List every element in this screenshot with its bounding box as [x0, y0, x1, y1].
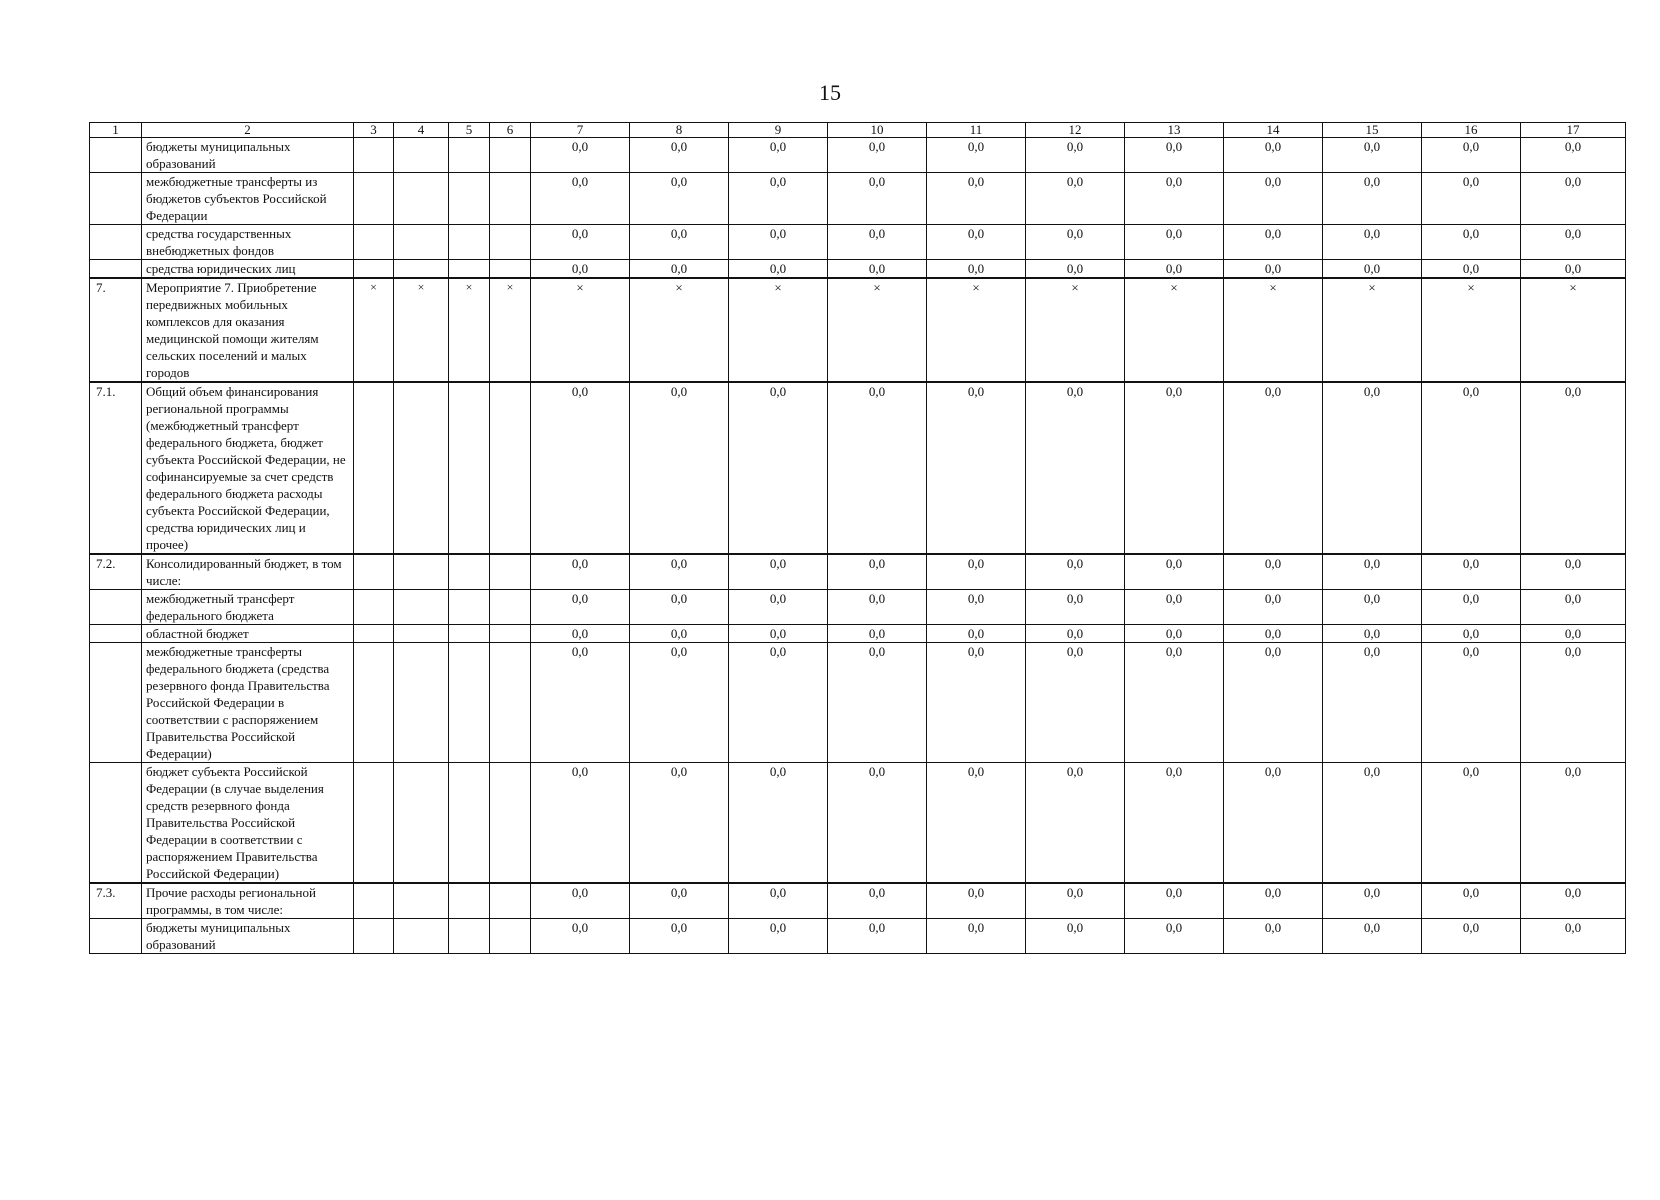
value-cell: 0,0 [1125, 643, 1224, 763]
row-index [90, 225, 142, 260]
value-cell: 0,0 [1323, 382, 1422, 554]
attribute-cell [449, 883, 490, 919]
attribute-cell [490, 382, 531, 554]
header-cell: 2 [142, 123, 354, 138]
attribute-cell [354, 382, 394, 554]
header-cell: 10 [828, 123, 927, 138]
attribute-cell [394, 763, 449, 884]
value-cell: 0,0 [1224, 138, 1323, 173]
value-cell: 0,0 [630, 260, 729, 279]
value-cell: 0,0 [531, 625, 630, 643]
value-cell: 0,0 [828, 260, 927, 279]
table-row [90, 883, 1626, 919]
value-cell: 0,0 [1026, 883, 1125, 919]
attribute-cell: × [449, 278, 490, 382]
value-cell: 0,0 [1521, 225, 1626, 260]
value-cell: 0,0 [1521, 138, 1626, 173]
value-cell: 0,0 [531, 590, 630, 625]
value-cell: 0,0 [828, 173, 927, 225]
attribute-cell [354, 173, 394, 225]
value-cell: 0,0 [1323, 625, 1422, 643]
value-cell: 0,0 [927, 173, 1026, 225]
value-cell: 0,0 [729, 590, 828, 625]
value-cell: 0,0 [531, 260, 630, 279]
header-cell: 13 [1125, 123, 1224, 138]
attribute-cell [354, 763, 394, 884]
value-cell: 0,0 [927, 625, 1026, 643]
value-cell: 0,0 [1125, 225, 1224, 260]
value-cell: 0,0 [630, 763, 729, 884]
attribute-cell [354, 643, 394, 763]
attribute-cell [394, 138, 449, 173]
value-cell: 0,0 [531, 382, 630, 554]
value-cell: 0,0 [1521, 625, 1626, 643]
row-label: Прочие расходы региональной программы, в том числе: [142, 883, 354, 919]
value-cell: × [927, 278, 1026, 382]
value-cell: 0,0 [531, 883, 630, 919]
value-cell: 0,0 [1026, 225, 1125, 260]
value-cell: 0,0 [1026, 382, 1125, 554]
attribute-cell [394, 173, 449, 225]
value-cell: 0,0 [1323, 260, 1422, 279]
value-cell: 0,0 [927, 225, 1026, 260]
value-cell: 0,0 [531, 225, 630, 260]
page-number: 15 [819, 80, 841, 105]
value-cell: 0,0 [1521, 883, 1626, 919]
value-cell: 0,0 [1125, 590, 1224, 625]
value-cell: 0,0 [1026, 625, 1125, 643]
attribute-cell [490, 260, 531, 279]
value-cell: × [1224, 278, 1323, 382]
row-index [90, 763, 142, 884]
value-cell: 0,0 [927, 382, 1026, 554]
value-cell: 0,0 [1125, 138, 1224, 173]
header-cell: 6 [490, 123, 531, 138]
table-row [90, 625, 1626, 643]
attribute-cell [394, 590, 449, 625]
value-cell: 0,0 [630, 643, 729, 763]
value-cell: 0,0 [828, 590, 927, 625]
value-cell: 0,0 [1422, 138, 1521, 173]
value-cell: 0,0 [531, 138, 630, 173]
attribute-cell: × [354, 278, 394, 382]
value-cell: 0,0 [630, 225, 729, 260]
attribute-cell: × [490, 278, 531, 382]
row-label: межбюджетные трансферты федерального бюджета (средства резервного фонда Правительства Российской Федерации в соответствии с распоряжением Правительства Российской Федерации) [142, 643, 354, 763]
value-cell: × [828, 278, 927, 382]
header-cell: 11 [927, 123, 1026, 138]
value-cell: 0,0 [1224, 883, 1323, 919]
value-cell: 0,0 [1224, 919, 1323, 954]
attribute-cell [354, 590, 394, 625]
value-cell: × [1521, 278, 1626, 382]
value-cell: 0,0 [1422, 225, 1521, 260]
attribute-cell [354, 554, 394, 590]
value-cell: 0,0 [729, 919, 828, 954]
value-cell: 0,0 [828, 138, 927, 173]
value-cell: 0,0 [1323, 643, 1422, 763]
value-cell: 0,0 [729, 382, 828, 554]
value-cell: 0,0 [1125, 173, 1224, 225]
value-cell: 0,0 [1224, 173, 1323, 225]
attribute-cell [354, 919, 394, 954]
value-cell: 0,0 [729, 173, 828, 225]
value-cell: 0,0 [1125, 382, 1224, 554]
row-label: Консолидированный бюджет, в том числе: [142, 554, 354, 590]
value-cell: 0,0 [1323, 554, 1422, 590]
row-label: межбюджетные трансферты из бюджетов субъектов Российской Федерации [142, 173, 354, 225]
attribute-cell [490, 554, 531, 590]
row-index [90, 625, 142, 643]
value-cell: 0,0 [729, 643, 828, 763]
value-cell: 0,0 [1125, 763, 1224, 884]
value-cell: 0,0 [1026, 919, 1125, 954]
value-cell: 0,0 [729, 225, 828, 260]
row-index [90, 173, 142, 225]
value-cell: 0,0 [729, 625, 828, 643]
value-cell: 0,0 [1125, 919, 1224, 954]
header-row [90, 123, 1626, 138]
value-cell: 0,0 [630, 173, 729, 225]
attribute-cell [490, 173, 531, 225]
value-cell: 0,0 [927, 554, 1026, 590]
attribute-cell [394, 625, 449, 643]
attribute-cell [354, 225, 394, 260]
header-cell: 16 [1422, 123, 1521, 138]
attribute-cell [490, 763, 531, 884]
budget-table [89, 122, 1626, 954]
value-cell: 0,0 [1422, 590, 1521, 625]
value-cell: 0,0 [828, 554, 927, 590]
attribute-cell [490, 590, 531, 625]
value-cell: 0,0 [828, 625, 927, 643]
value-cell: 0,0 [828, 763, 927, 884]
attribute-cell [394, 919, 449, 954]
value-cell: 0,0 [531, 643, 630, 763]
header-cell: 4 [394, 123, 449, 138]
value-cell: 0,0 [1323, 590, 1422, 625]
attribute-cell [449, 590, 490, 625]
value-cell: 0,0 [828, 382, 927, 554]
attribute-cell [394, 225, 449, 260]
value-cell: 0,0 [531, 763, 630, 884]
value-cell: 0,0 [1323, 763, 1422, 884]
attribute-cell [394, 883, 449, 919]
table-row [90, 554, 1626, 590]
value-cell: 0,0 [1323, 883, 1422, 919]
header-cell: 17 [1521, 123, 1626, 138]
value-cell: 0,0 [927, 643, 1026, 763]
value-cell: 0,0 [630, 625, 729, 643]
value-cell: × [1422, 278, 1521, 382]
value-cell: 0,0 [630, 883, 729, 919]
value-cell: 0,0 [531, 554, 630, 590]
table-row [90, 138, 1626, 173]
value-cell: 0,0 [1125, 625, 1224, 643]
value-cell: 0,0 [1422, 173, 1521, 225]
value-cell: 0,0 [828, 225, 927, 260]
row-label: средства юридических лиц [142, 260, 354, 279]
table-row [90, 919, 1626, 954]
header-cell: 9 [729, 123, 828, 138]
table-row [90, 763, 1626, 884]
attribute-cell [449, 643, 490, 763]
value-cell: 0,0 [1422, 625, 1521, 643]
value-cell: 0,0 [1521, 643, 1626, 763]
row-label: областной бюджет [142, 625, 354, 643]
table-row [90, 225, 1626, 260]
value-cell: 0,0 [1521, 554, 1626, 590]
value-cell: 0,0 [1224, 590, 1323, 625]
value-cell: 0,0 [1521, 590, 1626, 625]
header-cell: 15 [1323, 123, 1422, 138]
attribute-cell [449, 260, 490, 279]
value-cell: 0,0 [729, 260, 828, 279]
row-index [90, 919, 142, 954]
attribute-cell [490, 625, 531, 643]
table-row [90, 590, 1626, 625]
value-cell: 0,0 [1422, 919, 1521, 954]
row-index: 7.1. [90, 382, 142, 554]
header-cell: 7 [531, 123, 630, 138]
value-cell: 0,0 [1521, 919, 1626, 954]
value-cell: 0,0 [1521, 763, 1626, 884]
value-cell: 0,0 [1422, 643, 1521, 763]
attribute-cell [490, 919, 531, 954]
value-cell: 0,0 [1125, 883, 1224, 919]
value-cell: × [1026, 278, 1125, 382]
value-cell: 0,0 [927, 763, 1026, 884]
value-cell: 0,0 [630, 590, 729, 625]
value-cell: 0,0 [531, 173, 630, 225]
attribute-cell [490, 138, 531, 173]
value-cell: 0,0 [630, 554, 729, 590]
value-cell: 0,0 [1224, 643, 1323, 763]
value-cell: 0,0 [1224, 554, 1323, 590]
row-index [90, 643, 142, 763]
attribute-cell [449, 763, 490, 884]
value-cell: 0,0 [828, 643, 927, 763]
attribute-cell [354, 138, 394, 173]
table-row [90, 278, 1626, 382]
header-cell: 12 [1026, 123, 1125, 138]
attribute-cell [449, 138, 490, 173]
value-cell: × [1323, 278, 1422, 382]
value-cell: 0,0 [630, 919, 729, 954]
value-cell: 0,0 [1224, 382, 1323, 554]
attribute-cell [394, 643, 449, 763]
row-index: 7.2. [90, 554, 142, 590]
attribute-cell [394, 554, 449, 590]
attribute-cell [354, 883, 394, 919]
header-cell: 5 [449, 123, 490, 138]
value-cell: 0,0 [729, 883, 828, 919]
value-cell: 0,0 [1521, 260, 1626, 279]
value-cell: 0,0 [1026, 763, 1125, 884]
value-cell: 0,0 [927, 260, 1026, 279]
attribute-cell [449, 382, 490, 554]
value-cell: 0,0 [1224, 260, 1323, 279]
attribute-cell [449, 225, 490, 260]
header-cell: 3 [354, 123, 394, 138]
attribute-cell [394, 382, 449, 554]
value-cell: 0,0 [1323, 225, 1422, 260]
value-cell: 0,0 [1026, 173, 1125, 225]
value-cell: 0,0 [1125, 260, 1224, 279]
value-cell: × [531, 278, 630, 382]
value-cell: 0,0 [1026, 590, 1125, 625]
value-cell: 0,0 [1422, 260, 1521, 279]
row-index [90, 260, 142, 279]
value-cell: 0,0 [1422, 554, 1521, 590]
table-row [90, 260, 1626, 279]
row-label: межбюджетный трансферт федерального бюджета [142, 590, 354, 625]
value-cell: 0,0 [927, 883, 1026, 919]
attribute-cell [449, 554, 490, 590]
table-row [90, 382, 1626, 554]
value-cell: 0,0 [729, 554, 828, 590]
value-cell: 0,0 [1323, 138, 1422, 173]
row-label: средства государственных внебюджетных фондов [142, 225, 354, 260]
row-label: бюджет субъекта Российской Федерации (в случае выделения средств резервного фонда Правительства Российской Федерации в соответствии с распоряжением Правительства Российской Федерации) [142, 763, 354, 884]
value-cell: 0,0 [1026, 260, 1125, 279]
value-cell: 0,0 [1521, 173, 1626, 225]
value-cell: 0,0 [1224, 625, 1323, 643]
value-cell: 0,0 [927, 590, 1026, 625]
value-cell: 0,0 [1323, 919, 1422, 954]
value-cell: 0,0 [1521, 382, 1626, 554]
row-index [90, 590, 142, 625]
row-label: Общий объем финансирования региональной программы (межбюджетный трансферт федерального бюджета, бюджет субъекта Российской Федерации, не софинансируемые за счет средств федерального бюджета расходы субъекта Российской Федерации, средства юридических лиц и прочее) [142, 382, 354, 554]
value-cell: × [1125, 278, 1224, 382]
value-cell: 0,0 [1224, 763, 1323, 884]
attribute-cell [354, 260, 394, 279]
value-cell: 0,0 [1026, 643, 1125, 763]
attribute-cell [354, 625, 394, 643]
value-cell: 0,0 [927, 138, 1026, 173]
value-cell: 0,0 [1026, 554, 1125, 590]
attribute-cell [449, 625, 490, 643]
attribute-cell [449, 173, 490, 225]
row-label: бюджеты муниципальных образований [142, 138, 354, 173]
value-cell: 0,0 [828, 883, 927, 919]
value-cell: 0,0 [1422, 763, 1521, 884]
row-index: 7. [90, 278, 142, 382]
value-cell: 0,0 [729, 763, 828, 884]
value-cell: × [630, 278, 729, 382]
value-cell: 0,0 [1422, 382, 1521, 554]
attribute-cell [490, 643, 531, 763]
attribute-cell: × [394, 278, 449, 382]
value-cell: 0,0 [1422, 883, 1521, 919]
value-cell: 0,0 [828, 919, 927, 954]
attribute-cell [449, 919, 490, 954]
value-cell: 0,0 [630, 138, 729, 173]
attribute-cell [490, 225, 531, 260]
attribute-cell [490, 883, 531, 919]
table-row [90, 173, 1626, 225]
row-label: бюджеты муниципальных образований [142, 919, 354, 954]
attribute-cell [394, 260, 449, 279]
value-cell: 0,0 [927, 919, 1026, 954]
value-cell: 0,0 [1323, 173, 1422, 225]
value-cell: 0,0 [1026, 138, 1125, 173]
value-cell: 0,0 [630, 382, 729, 554]
row-index: 7.3. [90, 883, 142, 919]
row-index [90, 138, 142, 173]
row-label: Мероприятие 7. Приобретение передвижных мобильных комплексов для оказания медицинской помощи жителям сельских поселений и малых городов [142, 278, 354, 382]
header-cell: 8 [630, 123, 729, 138]
value-cell: 0,0 [729, 138, 828, 173]
value-cell: 0,0 [1224, 225, 1323, 260]
header-cell: 14 [1224, 123, 1323, 138]
value-cell: 0,0 [531, 919, 630, 954]
value-cell: × [729, 278, 828, 382]
header-cell: 1 [90, 123, 142, 138]
table-row [90, 643, 1626, 763]
value-cell: 0,0 [1125, 554, 1224, 590]
